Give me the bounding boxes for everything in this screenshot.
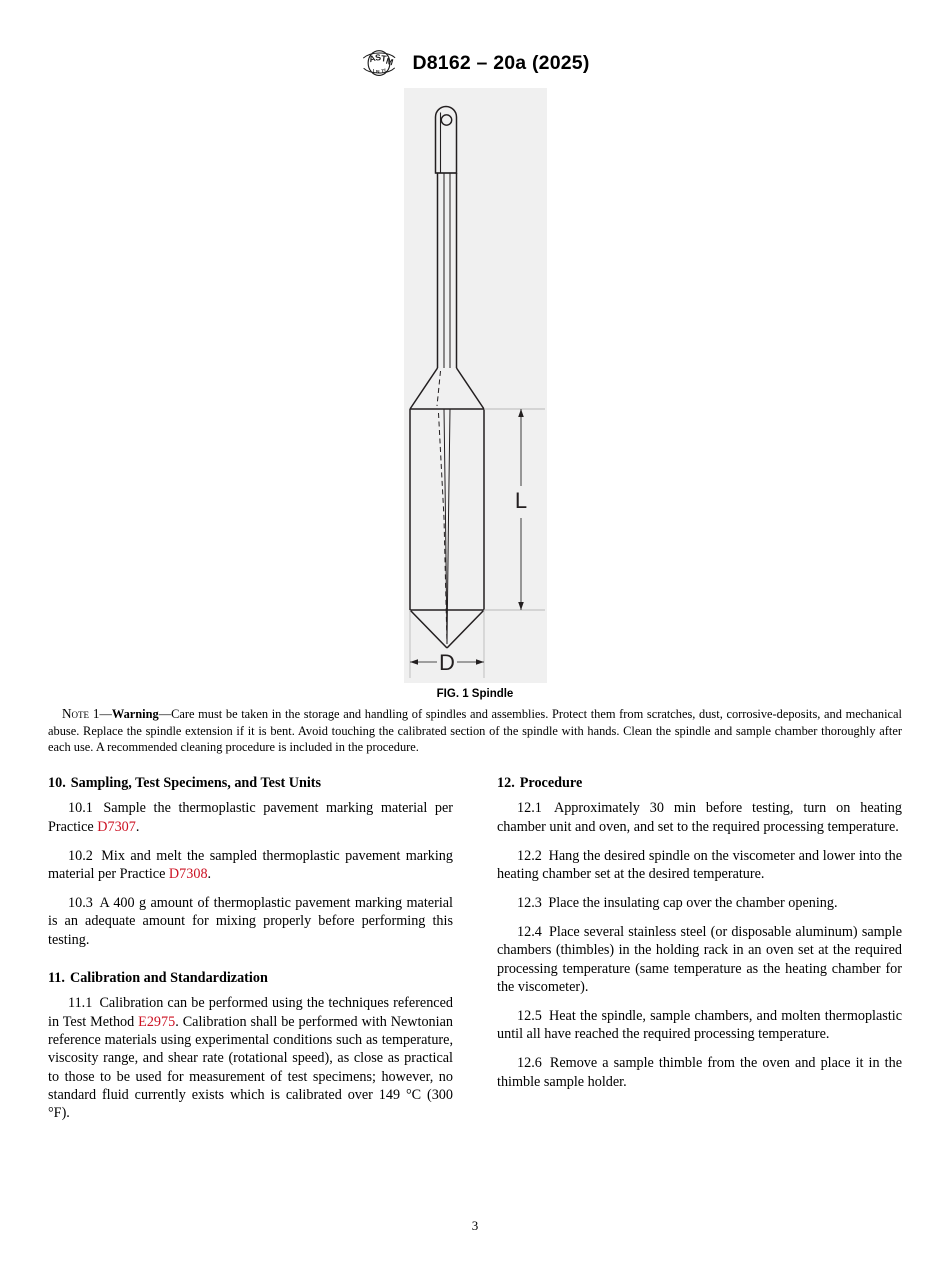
paragraph-text: Place several stainless steel (or disposable aluminum) sample chambers (thimbles) in the holding rack in an oven set at the required processing temperature (same temperature as the heating chamber for the viscometer). [497, 923, 903, 996]
svg-text:I: I [373, 69, 375, 74]
section-number: 12. [497, 775, 515, 791]
figure-1-spindle [404, 88, 547, 683]
paragraph-text: Approximately 30 min before testing, turn on heating chamber unit and oven, and set to the required processing temperature. [497, 800, 902, 835]
paragraph-number: 12.2 [517, 847, 542, 864]
arrowhead-L-top [518, 409, 524, 417]
svg-text:M: M [385, 55, 395, 68]
numbered-paragraph [497, 1054, 902, 1091]
svg-text:A: A [368, 52, 377, 65]
arrowhead-D-left [410, 659, 418, 665]
note-1-warning [48, 705, 902, 756]
numbered-paragraph [497, 894, 902, 912]
dimension-L [484, 409, 545, 610]
numbered-paragraph [48, 994, 453, 1123]
paragraph-text: Hang the desired spindle on the viscometer and lower into the heating chamber set at the desired temperature. [497, 847, 902, 883]
section-title: Procedure [519, 775, 583, 791]
standard-designation: D8162 – 20a (2025) [412, 51, 590, 74]
standard-xref-link[interactable]: D7308 [168, 866, 208, 883]
left-column [48, 774, 453, 1123]
note-label: Note 1 [62, 706, 100, 721]
paragraph-text: Mix and melt the sampled thermoplastic pavement marking material per Practice [48, 847, 453, 883]
lower-cone-right [447, 610, 484, 648]
figure-caption: FIG. 1 Spindle [436, 688, 514, 700]
svg-text:T: T [381, 69, 385, 75]
paragraph-text: . Calibration shall be performed with Newtonian reference materials using experimental conditions such as temperature, viscosity range, and shear rate (rotational speed), as close as practical to those to be used for measurement of test specimens; however, no standard fluid currently exists which is calibrated over 149 °C (300 °F). [48, 1013, 453, 1122]
numbered-paragraph [497, 1007, 902, 1044]
upper-cone-right [457, 368, 485, 409]
upper-cone-left [410, 368, 438, 409]
handle-hole [441, 115, 451, 125]
paragraph-text: Calibration can be performed using the techniques referenced in Test Method [48, 995, 453, 1030]
astm-logo-icon [360, 48, 398, 78]
note-warning-label: Warning [111, 707, 159, 721]
paragraph-number: 10.1 [68, 800, 93, 817]
paragraph-number: 10.2 [68, 847, 93, 864]
handle-tab [436, 107, 457, 174]
paragraph-text: A 400 g amount of thermoplastic pavement marking material is an adequate amount for mixing properly before performing this testing. [48, 895, 453, 948]
paragraph-number: 11.1 [68, 995, 93, 1012]
svg-text:S: S [374, 52, 383, 63]
lower-cone-left [410, 610, 447, 648]
numbered-paragraph [48, 847, 453, 884]
body-inner-right [447, 409, 450, 644]
body-columns [48, 774, 902, 1123]
svg-text:L: L [384, 68, 388, 74]
numbered-paragraph [497, 923, 902, 997]
numbered-paragraph [48, 799, 453, 836]
numbered-paragraph [48, 894, 453, 949]
spindle-drawing [404, 88, 547, 683]
paragraph-number: 12.1 [517, 800, 542, 817]
paragraph-number: 12.3 [517, 895, 542, 912]
note-dash-1: — [99, 707, 112, 721]
paragraph-number: 10.3 [68, 895, 93, 912]
section-heading [48, 774, 453, 792]
numbered-paragraph [497, 847, 902, 884]
standard-xref-link[interactable]: E2975 [138, 1013, 176, 1030]
section-heading [48, 969, 453, 987]
section-number: 11. [48, 969, 65, 986]
section-heading [497, 774, 902, 792]
page-header [0, 48, 950, 78]
section-number: 10. [48, 775, 66, 791]
paragraph-text: Sample the thermoplastic pavement marking material per Practice [48, 800, 453, 835]
hidden-edge-upper-cone [437, 371, 441, 406]
paragraph-text: . [207, 866, 212, 883]
section-title: Calibration and Standardization [69, 969, 268, 986]
paragraph-number: 12.4 [517, 923, 542, 940]
standard-xref-link[interactable]: D7307 [97, 818, 136, 835]
arrowhead-D-right [476, 659, 484, 665]
note-text: Care must be taken in the storage and handling of spindles and assemblies. Protect them from scratches, dust, corrosive-deposits, and mechanical abuse. Replace the spindle extension if it is bent. Avoid touching the calibrated section of the spindle with hands. Clean the spindle and sample chamber thoroughly after each use. A recommended cleaning procedure is included in the procedure. [48, 707, 902, 755]
paragraph-text: . [135, 818, 140, 835]
paragraph-number: 12.6 [517, 1055, 542, 1072]
page-number: 3 [471, 1218, 479, 1233]
dimension-label-D: D [439, 650, 455, 675]
svg-text:N: N [376, 69, 380, 75]
note-dash-2: — [158, 707, 172, 721]
svg-text:T: T [381, 53, 388, 64]
numbered-paragraph [497, 799, 902, 836]
paragraph-text: Remove a sample thimble from the oven and place it in the thimble sample holder. [497, 1055, 902, 1090]
paragraph-text: Place the insulating cap over the chamber opening. [548, 895, 838, 912]
section-spacer [48, 960, 453, 969]
paragraph-text: Heat the spindle, sample chambers, and molten thermoplastic until all have reached the required processing temperature. [497, 1007, 902, 1043]
section-title: Sampling, Test Specimens, and Test Units [70, 775, 322, 791]
arrowhead-L-bottom [518, 602, 524, 610]
dimension-label-L: L [514, 488, 528, 513]
paragraph-number: 12.5 [517, 1007, 542, 1024]
right-column [497, 774, 902, 1123]
